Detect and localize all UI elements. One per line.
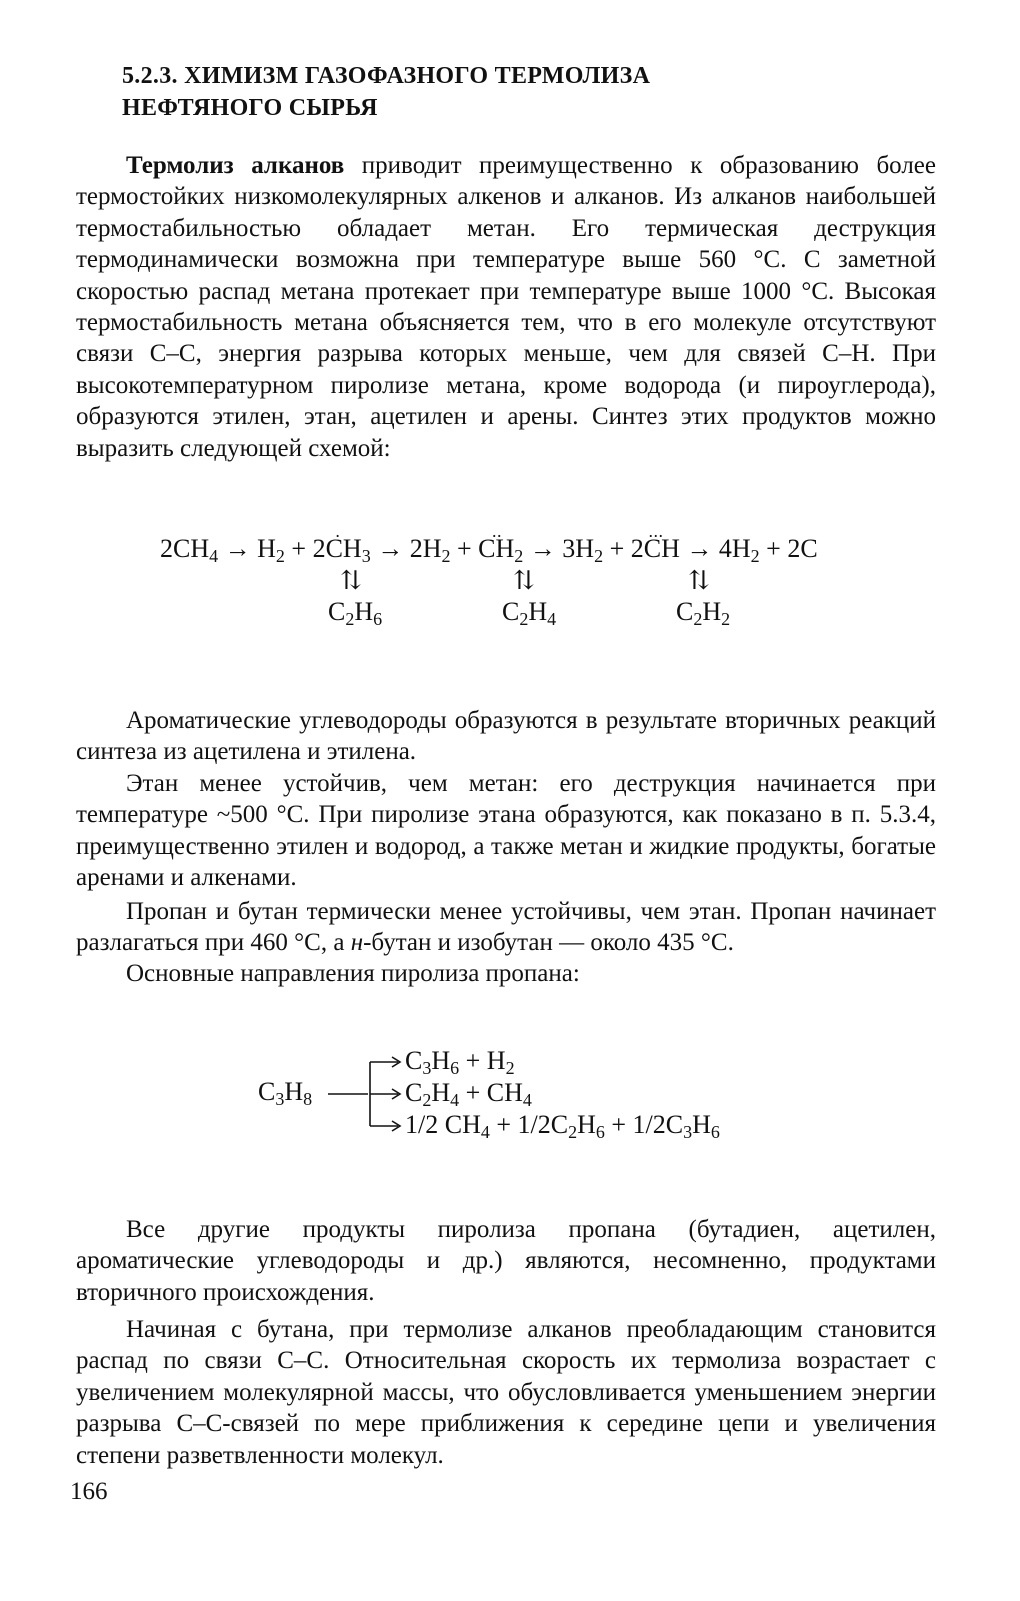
branching-arrows (328, 1050, 408, 1150)
plus-sign: + (456, 534, 472, 563)
plus-sign: + (604, 1110, 633, 1139)
formula-subscript: 4 (480, 1122, 490, 1142)
formula-token: H (702, 597, 722, 626)
reaction-arrow: → (377, 534, 404, 563)
formula-subscript: 2 (721, 609, 731, 629)
equilibrium-arrow-1: ⇅ (340, 566, 362, 595)
branch-arrow-icon (328, 1050, 408, 1150)
formula-token: H (486, 1046, 506, 1075)
equilibrium-arrow-3: ⇅ (688, 566, 710, 595)
product-ethane (328, 597, 382, 627)
formula-token: 2CH (312, 534, 362, 563)
formula-subscript: 3 (422, 1058, 432, 1078)
formula-subscript: 4 (209, 546, 219, 566)
plus-sign: + (609, 534, 625, 563)
paragraph-butane-cc-bond: Начиная с бутана, при термолизе алканов преобладающим становится распад по связи С–С. Относительная скорость их термолиза возрастает с увеличением молекулярной массы, что обусловливается уменьшением энергии разрыва С–С-связей по мере приближения к середине цепи и увеличения степени разветвленности молекул. (76, 1316, 936, 1469)
formula-subscript: 3 (361, 546, 371, 566)
formula-token: CH (478, 534, 515, 563)
formula-token: C (676, 597, 694, 626)
formula-subscript: 2 (514, 546, 524, 566)
propane-reactant (258, 1077, 312, 1107)
formula-token: 2CH (160, 534, 210, 563)
plus-sign: + (766, 534, 781, 563)
formula-token: C (502, 597, 520, 626)
formula-token: H (257, 534, 276, 563)
formula-subscript: 4 (522, 1090, 532, 1110)
formula-subscript: 2 (693, 609, 703, 629)
formula-token: 2CH (630, 534, 680, 563)
formula-token: C (258, 1077, 276, 1106)
formula-token: H (354, 597, 374, 626)
formula-token: H (692, 1110, 711, 1139)
paragraph-alkane-thermolysis (76, 150, 936, 464)
paragraph-text: -бутан и изобутан — около 435 °С. (363, 929, 734, 957)
paragraph-propane-butane (76, 896, 936, 959)
plus-sign: + (459, 1078, 487, 1107)
formula-subscript: 2 (750, 546, 760, 566)
formula-subscript: 2 (422, 1090, 432, 1110)
term-bold: Термолиз алканов (126, 152, 345, 179)
formula-token: C (405, 1046, 423, 1075)
reaction-arrow: → (224, 534, 251, 563)
formula-token: C (405, 1078, 423, 1107)
section-heading (122, 60, 822, 124)
branch-product-2 (405, 1078, 532, 1108)
product-acetylene (676, 597, 730, 627)
formula-token: H (431, 1078, 451, 1107)
formula-subscript: 4 (547, 609, 557, 629)
paragraph-text: Пропан и бутан термически менее устойчивы, чем этан. Пропан начинает разлагаться при 460 °С, а (76, 898, 936, 957)
formula-subscript: 2 (345, 609, 355, 629)
plus-sign: + (291, 534, 307, 563)
plus-sign: + (459, 1046, 487, 1075)
methane-pyrolysis-scheme (160, 534, 818, 564)
formula-token: 1/2 CH (405, 1110, 481, 1139)
methylene-radical (478, 534, 514, 564)
paragraph-aromatics: Ароматические углеводороды образуются в результате вторичных реакций синтеза из ацетилена и этилена. (76, 707, 936, 766)
formula-token: 1/2C (632, 1110, 684, 1139)
branch-product-3 (405, 1110, 720, 1140)
formula-subscript: 2 (568, 1122, 578, 1142)
plus-sign: + (489, 1110, 518, 1139)
formula-token: H (528, 597, 548, 626)
formula-token: C (328, 597, 346, 626)
methyl-radical (313, 534, 362, 564)
italic-prefix: н (350, 929, 364, 957)
formula-token: H (431, 1046, 451, 1075)
product-ethylene (502, 597, 556, 627)
equilibrium-arrow-2: ⇅ (513, 566, 535, 595)
formula-subscript: 6 (450, 1058, 460, 1078)
formula-subscript: 6 (595, 1122, 605, 1142)
formula-subscript: 3 (275, 1089, 285, 1109)
formula-subscript: 2 (505, 1058, 515, 1078)
formula-subscript: 2 (594, 546, 604, 566)
formula-subscript: 2 (519, 609, 529, 629)
paragraph-secondary-products: Все другие продукты пиролиза пропана (бутадиен, ацетилен, ароматические углеводороды и др.) являются, несомненно, продуктами вторичного происхождения. (76, 1216, 936, 1306)
paragraph-propane-directions: Основные направления пиролиза пропана: (126, 960, 580, 987)
formula-token: 4H (718, 534, 751, 563)
formula-subscript: 6 (373, 609, 383, 629)
reaction-arrow: → (529, 534, 556, 563)
reaction-arrow: → (686, 534, 713, 563)
formula-token: H (577, 1110, 596, 1139)
paragraph-text: приводит преимущественно к образованию более термостойких низкомолекулярных алкенов и алканов. Из алканов наибольшей термостабильностью обладает метан. Его термическая деструкция термодинамически возможна при температуре выше 560 °С. С заметной скоростью распад метана протекает при температуре выше 1000 °С. Высокая термостабильность метана объясняется тем, что в его молекуле отсутствуют связи С–С, энергия разрыва которых меньше, чем для связей С–Н. При высокотемпературном пиролизе метана, кроме водорода (и пироуглерода), образуются этилен, этан, ацетилен и арены. Синтез этих продуктов можно выразить следующей схемой: (76, 152, 936, 462)
formula-token: 2C (787, 534, 818, 563)
formula-token: 2H (409, 534, 442, 563)
section-heading-line-1: 5.2.3. ХИМИЗМ ГАЗОФАЗНОГО ТЕРМОЛИЗА (122, 63, 651, 89)
methylidyne-radical (631, 534, 680, 564)
section-heading-line-2: НЕФТЯНОГО СЫРЬЯ (122, 95, 378, 121)
paragraph-ethane: Этан менее устойчив, чем метан: его деструкция начинается при температуре ~500 °С. При пиролизе этана образуются, как показано в п. 5.3.4, преимущественно этилен и водород, а также метан и жидкие продукты, богатые аренами и алкенами. (76, 770, 936, 892)
formula-token: CH (486, 1078, 523, 1107)
formula-token: 1/2C (517, 1110, 569, 1139)
branch-product-1 (405, 1046, 515, 1076)
formula-token: 3H (562, 534, 595, 563)
formula-subscript: 2 (275, 546, 285, 566)
formula-subscript: 8 (303, 1089, 313, 1109)
page-number: 166 (70, 1478, 108, 1505)
formula-subscript: 6 (710, 1122, 720, 1142)
formula-subscript: 2 (441, 546, 451, 566)
formula-token: H (284, 1077, 304, 1106)
formula-subscript: 4 (450, 1090, 460, 1110)
formula-subscript: 3 (683, 1122, 693, 1142)
